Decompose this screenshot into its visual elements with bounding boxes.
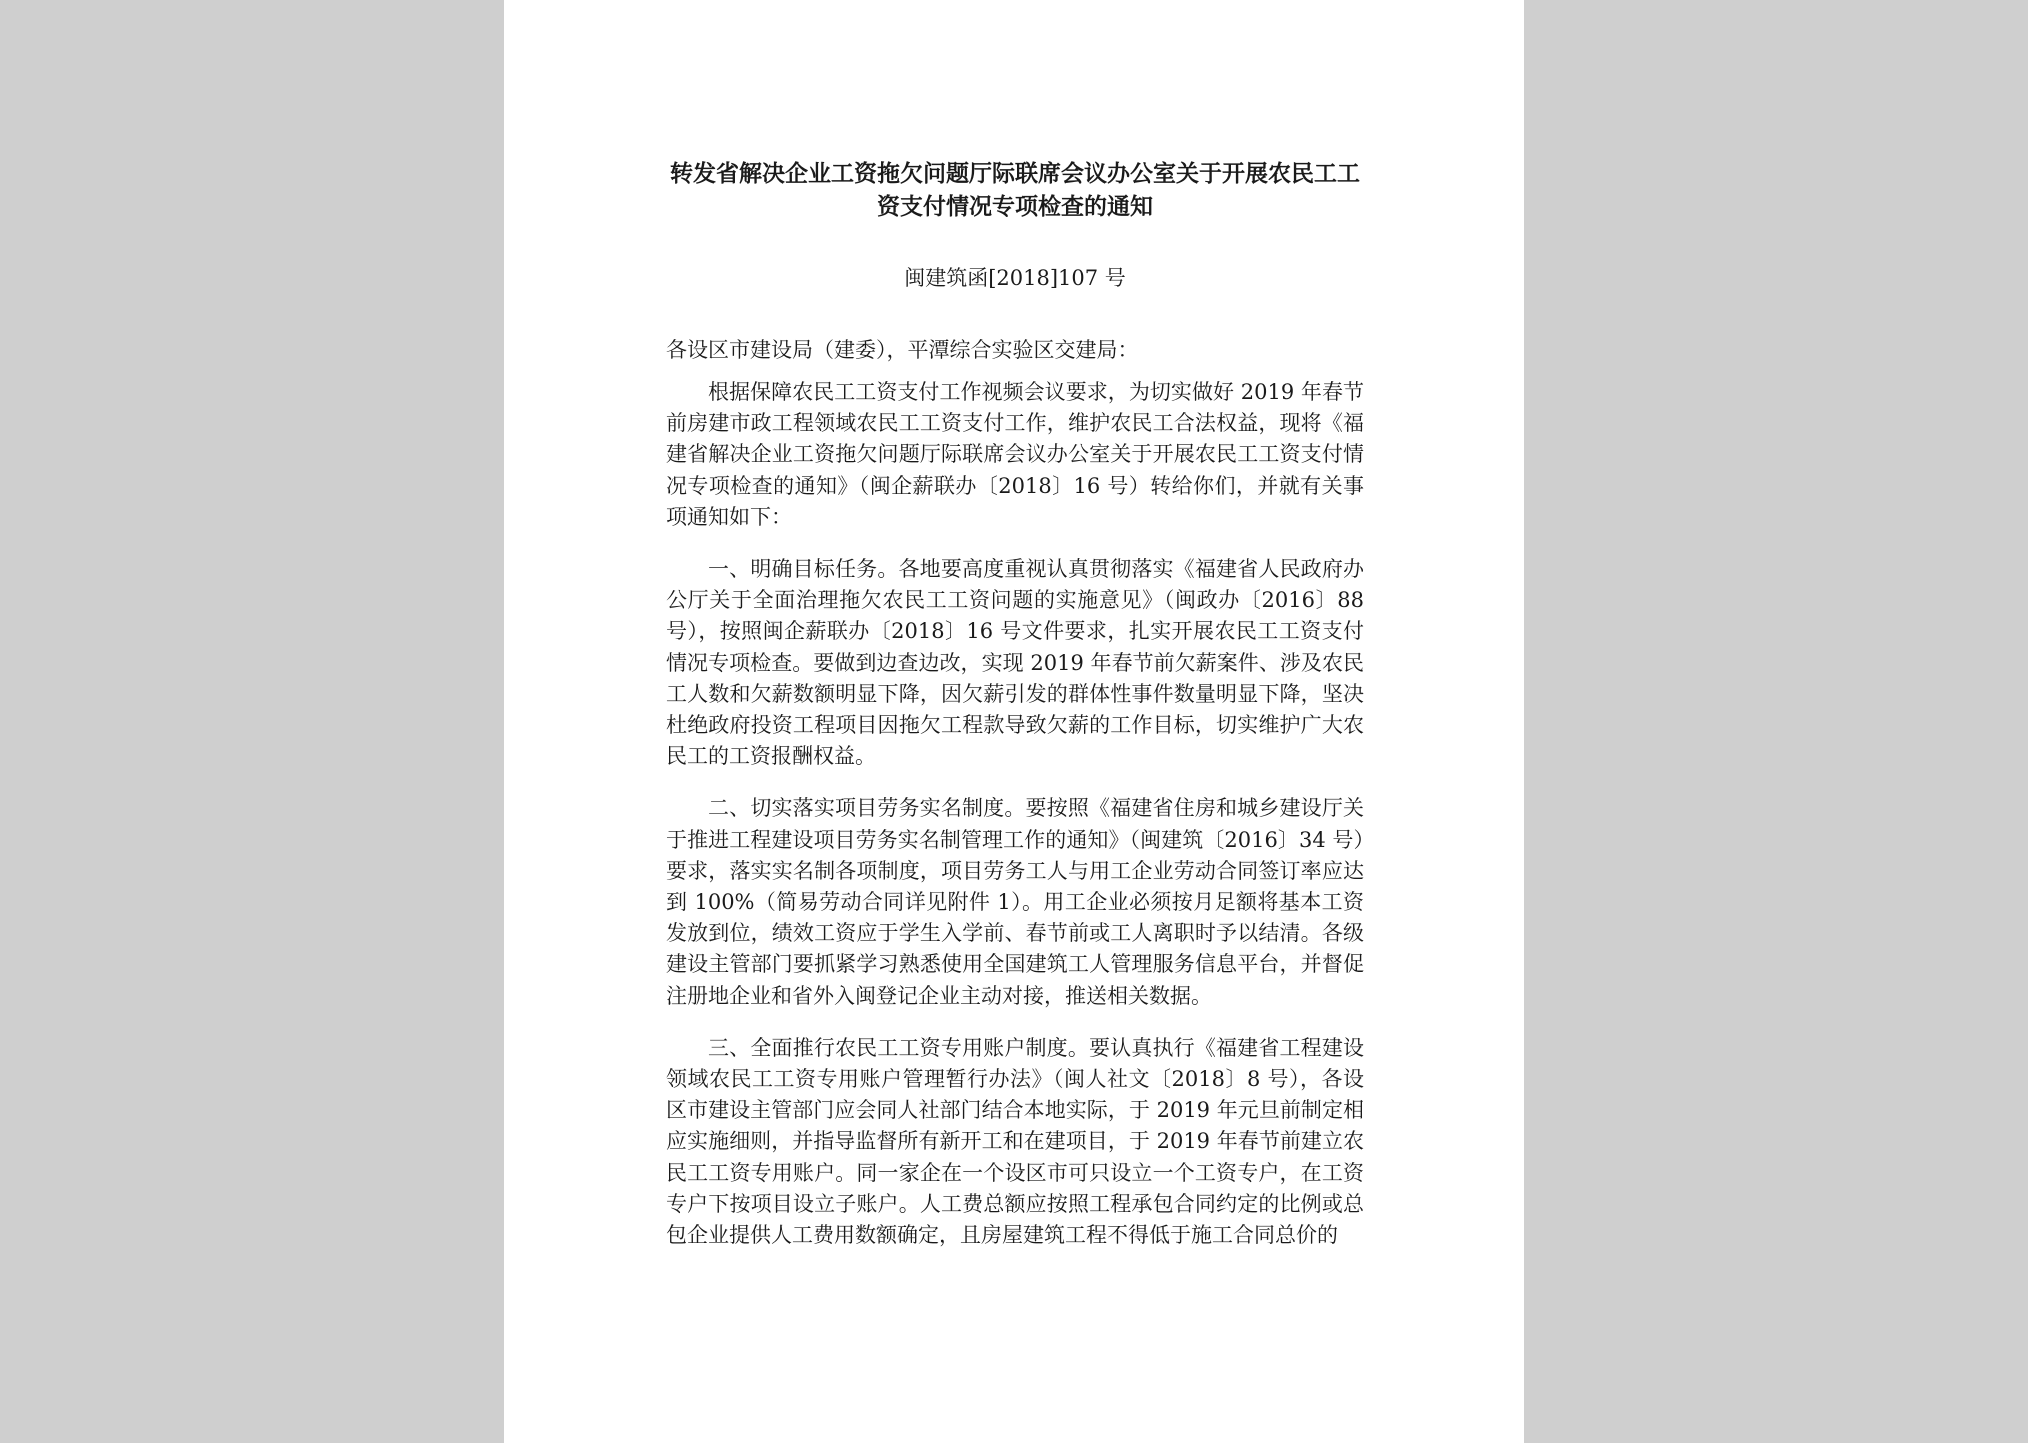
paragraph-section-3: 三、全面推行农民工工资专用账户制度。要认真执行《福建省工程建设领域农民工工资专用账户管理暂行办法》（闽人社文〔2018〕8 号），各设区市建设主管部门应会同人社部门结合本地实际，于 2019 年元旦前制定相应实施细则，并指导监督所有新开工和在建项目，于 2019 年春节前建立农民工工资专用账户。同一家企在一个设区市可只设立一个工资专户，在工资专户下按项目设立子账户。人工费总额应按照工程承包合同约定的比例或总包企业提供人工费用数额确定，且房屋建筑工程不得低于施工合同总价的 [666,1035,1364,1248]
paragraph-intro: 根据保障农民工工资支付工作视频会议要求，为切实做好 2019 年春节前房建市政工程领域农民工工资支付工作，维护农民工合法权益，现将《福建省解决企业工资拖欠问题厅际联席会议办公室关于开展农民工工资支付情况专项检查的通知》（闽企薪联办〔2018〕16 号）转给你们，并就有关事项通知如下： [666,380,1364,529]
salutation: 各设区市建设局（建委），平潭综合实验区交建局： [666,338,1139,362]
document-page [504,0,1524,1443]
paragraph-section-1: 一、明确目标任务。各地要高度重视认真贯彻落实《福建省人民政府办公厅关于全面治理拖欠农民工工资问题的实施意见》（闽政办〔2016〕88 号），按照闽企薪联办〔2018〕16 号文件要求，扎实开展农民工工资支付情况专项检查。要做到边查边改，实现 2019 年春节前欠薪案件、涉及农民工人数和欠薪数额明显下降，因欠薪引发的群体性事件数量明显下降，坚决杜绝政府投资工程项目因拖欠工程款导致欠薪的工作目标，切实维护广大农民工的工资报酬权益。 [666,557,1364,769]
document-title: 转发省解决企业工资拖欠问题厅际联席会议办公室关于开展农民工工资支付情况专项检查的通知 [670,160,1360,220]
document-body [666,157,1364,1272]
document-number: 闽建筑函[2018]107 号 [904,266,1126,290]
paragraph-section-2: 二、切实落实项目劳务实名制度。要按照《福建省住房和城乡建设厅关于推进工程建设项目劳务实名制管理工作的通知》（闽建筑〔2016〕34 号）要求，落实实名制各项制度，项目劳务工人与用工企业劳动合同签订率应达到 100%（简易劳动合同详见附件 1）。用工企业必须按月足额将基本工资发放到位，绩效工资应于学生入学前、春节前或工人离职时予以结清。各级建设主管部门要抓紧学习熟悉使用全国建筑工人管理服务信息平台，并督促注册地企业和省外入闽登记企业主动对接，推送相关数据。 [666,796,1364,1008]
